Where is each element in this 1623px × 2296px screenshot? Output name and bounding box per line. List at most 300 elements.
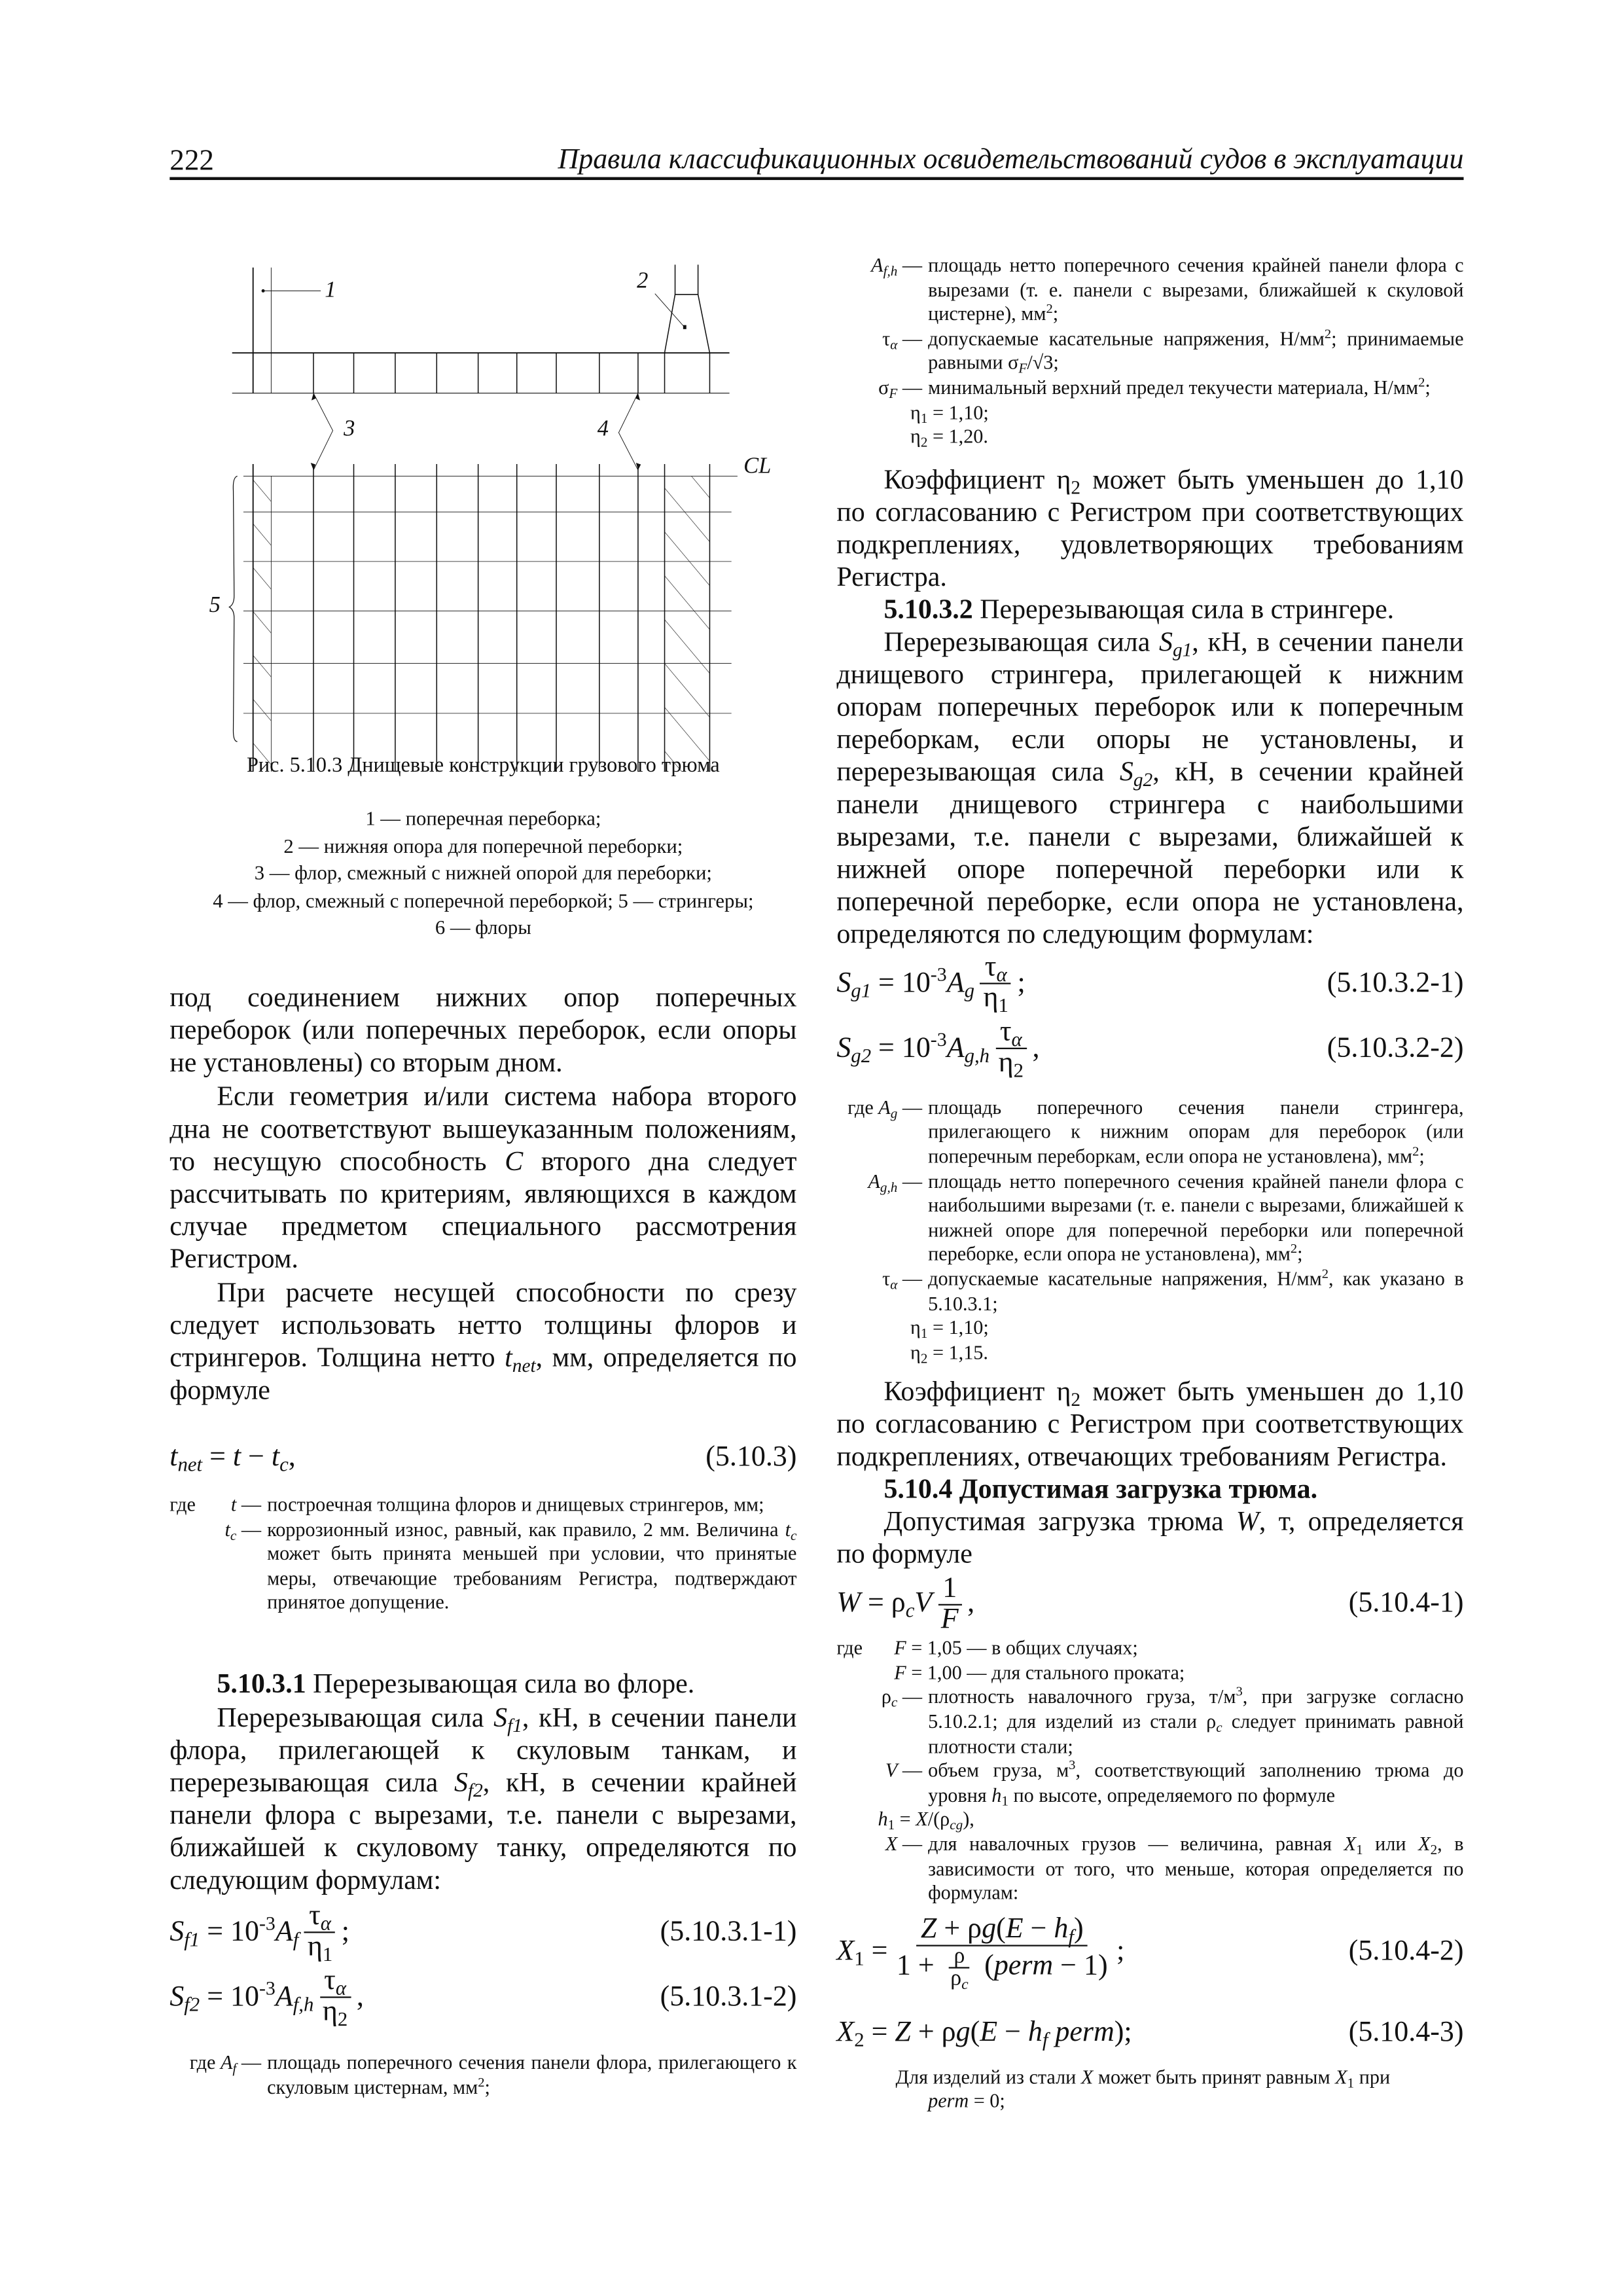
text-run: f,h	[293, 1993, 314, 2016]
definitions-list	[836, 254, 1463, 450]
text-run: допускаемые касательные напряжения, Н/мм	[928, 327, 1325, 350]
text-run: , как указано в 5.10.3.1;	[928, 1267, 1464, 1314]
text-run: при	[1354, 2065, 1391, 2088]
text-run: Коэффициент η	[883, 464, 1071, 495]
text-run: —	[897, 1833, 923, 1856]
denominator-part	[897, 1950, 935, 1981]
formula-expression	[169, 1442, 295, 1475]
paragraph	[836, 1507, 1463, 1572]
definition-term	[836, 1267, 928, 1316]
text-run: —	[236, 1493, 262, 1516]
text-run: = 10	[200, 1981, 259, 2013]
text-run: f1	[184, 1928, 200, 1951]
text-run: следует принимать равной плотности стали;	[928, 1710, 1464, 1757]
text-run: c	[905, 1600, 915, 1622]
fraction-numerator	[980, 954, 1011, 984]
text-run: g,h	[880, 1180, 898, 1196]
text-run: Для изделий из стали	[895, 2065, 1081, 2088]
text-run: ;	[1052, 302, 1059, 325]
text-run: ρ	[950, 1966, 962, 1990]
fraction-numerator	[995, 1018, 1026, 1049]
formula-5-10-4-2	[836, 1912, 1463, 1992]
definition-row	[836, 1759, 1463, 1808]
text-run: c	[230, 1529, 237, 1544]
text-run: 2	[1071, 475, 1081, 498]
text-run: A	[946, 967, 965, 999]
text-run: g,h	[964, 1044, 990, 1067]
text-run: Z	[895, 2017, 911, 2048]
text-run: g1	[1172, 637, 1192, 660]
definition-text	[928, 327, 1463, 376]
paragraph	[836, 1377, 1463, 1475]
definition-value	[836, 1661, 1463, 1685]
fraction-denominator	[303, 1934, 337, 1964]
text-run: f	[1042, 2028, 1048, 2051]
text-run: площадь нетто поперечного сечения крайней панели флора с наибольшими вырезами (т. е. панели с вырезами, ближайшей к нижней опоре для поперечной переборки или поперечной переборке, если опора не установлена), мм	[928, 1169, 1464, 1265]
text-run: X	[1335, 2065, 1347, 2088]
formula-5-10-3-1-2	[169, 1965, 796, 2030]
text-run: f2	[184, 1993, 200, 2016]
text-run: A	[946, 1032, 965, 1064]
text-run: площадь нетто поперечного сечения крайней панели флора с вырезами (т. е. панели с вырезами, ближайшей к скуловой цистерне), мм	[928, 253, 1464, 325]
text-run: α	[320, 1912, 331, 1935]
formula-number: (5.10.4-2)	[1348, 1935, 1464, 1967]
text-run: , в зависимости от того, что меньше, которая определяется по формулам:	[928, 1833, 1464, 1904]
text-run: , кН, в сечении крайней панели флора с вырезами, т.е. панели с вырезами, ближайшей к скуловому танку, определяются по следующим формулам:	[169, 1767, 797, 1897]
text-run: ),	[963, 1808, 974, 1831]
text-run: 2	[920, 1352, 928, 1367]
label-2: 2	[637, 267, 649, 293]
definition-text	[267, 2051, 796, 2100]
definition-term	[169, 2051, 267, 2100]
legend-item: 2 — нижняя опора для поперечной переборки;	[283, 834, 683, 857]
text-run: 1	[920, 1327, 928, 1343]
text-run: t	[224, 1518, 230, 1540]
definition-value	[836, 401, 1463, 425]
inner-fraction-numerator	[950, 1946, 969, 1968]
text-run: F	[1018, 363, 1027, 378]
text-run: t	[232, 1441, 241, 1473]
definition-row	[836, 1096, 1463, 1170]
text-run: V	[914, 1588, 933, 1619]
text-run: X	[916, 1808, 928, 1831]
text-run: = 1,10;	[927, 1316, 989, 1339]
definitions-list	[169, 2051, 796, 2100]
text-run: Если геометрия и/или система набора второго дна не соответствуют вышеуказанным положениям, то несущую способность	[169, 1081, 797, 1178]
formula-5-10-3	[169, 1426, 796, 1490]
text-run: , кН, в сечении панели днищевого стрингера, прилегающей к нижним опорам поперечных переборок или к поперечным переборкам, если опоры не установлены, и перерезывающая сила	[836, 626, 1464, 788]
definition-text	[267, 1494, 796, 1518]
text-run: F	[894, 1636, 906, 1659]
text-run: 1	[854, 1947, 865, 1969]
text-run: S	[169, 1916, 185, 1948]
text-run: коррозионный износ, равный, как правило, 2 мм. Величина	[267, 1518, 785, 1540]
text-run: A	[275, 1981, 293, 2013]
text-run: X	[1080, 2065, 1094, 2088]
text-run: , т, определяется по формуле	[836, 1507, 1464, 1571]
text-run: минимальный верхний предел текучести материала, Н/мм	[928, 376, 1419, 399]
definition-row	[169, 2051, 796, 2100]
text-run: t	[785, 1518, 791, 1540]
formula-5-10-3-1-1	[169, 1901, 796, 1965]
text-run: τ	[324, 1966, 336, 1998]
text-run: 2	[1324, 325, 1332, 341]
figure-legend	[169, 806, 796, 943]
text-run: c	[961, 1977, 969, 1994]
text-run: );	[1114, 2017, 1132, 2048]
text-run: η	[307, 1932, 323, 1964]
text-run: t	[271, 1441, 280, 1473]
text-run: = 0;	[969, 2090, 1005, 2113]
text-run: = 1,20.	[927, 425, 988, 448]
figure-bottom-structure-diagram	[170, 249, 798, 772]
text-run: , кН, в сечении крайней панели днищевого стрингера с наибольшими вырезами, т.е. панели с вырезами, ближайшей к нижней опоре поперечной переборки или к поперечной переборке, если опора не установлена, определяются по следующим формулам:	[836, 757, 1464, 950]
text-run: под соединением нижних опор поперечных переборок (или поперечных переборок, если опоры не установлены) со вторым дном.	[169, 982, 797, 1079]
text-run: 5.10.3.2	[883, 594, 973, 626]
text-run: ;	[1297, 1243, 1303, 1265]
top-band	[232, 264, 730, 392]
note-text	[836, 2090, 1463, 2114]
text-run: A	[275, 1916, 293, 1948]
text-run: Перерезывающая сила	[883, 626, 1159, 658]
text-run	[1048, 2017, 1055, 2048]
text-run: h	[1027, 2017, 1043, 2048]
note	[836, 2066, 1463, 2115]
text-run: 3	[1069, 1757, 1076, 1773]
text-run: 2	[1418, 374, 1425, 390]
label-1: 1	[325, 276, 337, 302]
text-run: 2	[1046, 301, 1053, 316]
text-run: S	[493, 1702, 508, 1734]
text-run: —	[897, 1685, 923, 1708]
text-run: X	[885, 1833, 898, 1856]
text-run: ;	[484, 2075, 490, 2098]
definition-term	[836, 1759, 928, 1808]
text-run: ρ	[954, 1945, 965, 1969]
text-run: F	[940, 1604, 959, 1635]
brace-stringers	[230, 475, 238, 740]
text-run: h	[991, 1784, 1002, 1806]
text-run: =	[864, 1935, 888, 1967]
text-run: При расчете несущей способности по срезу следует использовать нетто толщины флоров и стрингеров. Толщина нетто	[169, 1278, 797, 1374]
text-run: /(ρ	[927, 1808, 950, 1831]
text-run: net	[177, 1453, 203, 1476]
legend-item: 1 — поперечная переборка;	[365, 807, 601, 830]
text-run: 2	[478, 2073, 485, 2089]
text-run: =	[895, 1808, 916, 1831]
text-run: 2	[1430, 1844, 1438, 1859]
text-run: Коэффициент η	[883, 1377, 1071, 1408]
text-run: g2	[851, 1044, 872, 1067]
text-run: perm	[993, 1950, 1054, 1982]
definitions-list	[836, 1637, 1463, 1907]
text-run: E	[980, 2017, 998, 2048]
denominator-part	[984, 1950, 1107, 1981]
text-run: = 1,00 — для стального проката;	[906, 1661, 1185, 1684]
text-run: f,h	[883, 264, 898, 280]
text-run: X	[836, 1935, 855, 1967]
text-run: может быть принят равным	[1093, 2065, 1336, 2088]
formula-number: (5.10.4-1)	[1348, 1588, 1464, 1619]
fraction-denominator	[979, 983, 1013, 1017]
formula-number: (5.10.3.2-1)	[1327, 967, 1464, 999]
text-run: Перерезывающая сила во флоре.	[306, 1668, 695, 1700]
definition-row	[836, 1686, 1463, 1759]
formula-punct: ;	[341, 1916, 349, 1948]
definition-term	[836, 376, 928, 401]
text-run: f	[1068, 1925, 1074, 1948]
text-run: t	[505, 1342, 512, 1374]
text-run: α	[1011, 1028, 1022, 1051]
text-run: )	[1073, 1913, 1084, 1945]
text-run: Перерезывающая сила	[217, 1702, 494, 1734]
text-run: W	[836, 1588, 861, 1619]
text-run: h	[1054, 1913, 1069, 1945]
text-run: 2	[1321, 1266, 1329, 1281]
formula-punct: ;	[1116, 1935, 1125, 1967]
fraction-denominator	[994, 1048, 1028, 1082]
text-run: A	[868, 1169, 880, 1192]
text-run: площадь поперечного сечения панели флора, прилегающего к скуловым цистернам, мм	[267, 2051, 797, 2098]
definition-term	[836, 1686, 928, 1759]
text-run: (	[970, 2017, 980, 2048]
text-run: η	[910, 425, 921, 448]
text-run: A	[878, 1096, 891, 1119]
text-run: = 1,05 — в общих случаях;	[906, 1636, 1138, 1659]
note-text	[836, 2066, 1463, 2090]
text-run: по высоте, определяемого по формуле	[1008, 1784, 1335, 1806]
text-run: /√3;	[1027, 351, 1059, 374]
section-heading-5-10-4	[836, 1475, 1463, 1507]
text-run: площадь поперечного сечения панели стрингера, прилегающего к нижним опорам для переборок (или поперечным переборкам, если опора не установлена), мм	[928, 1096, 1464, 1168]
text-run: = 10	[200, 1916, 259, 1948]
text-run: cg	[950, 1820, 963, 1835]
hatched-strip-left	[253, 475, 272, 772]
text-run: = 10	[871, 967, 931, 999]
definition-row	[836, 327, 1463, 376]
text-run: −	[997, 2017, 1028, 2048]
legend-item: 6 — флоры	[435, 916, 531, 939]
text-run: 2	[1290, 1241, 1298, 1257]
text-run: может быть принята меньшей при условии, что принятые меры, отвечающие требованиям Регистра, подтверждают принятое допущение.	[267, 1542, 797, 1614]
text-run: где	[847, 1096, 879, 1119]
text-run: 3	[1236, 1684, 1243, 1700]
paragraph	[836, 465, 1463, 594]
text-run: g	[955, 2017, 971, 2048]
text-run: плотность навалочного груза, т/м	[928, 1685, 1236, 1708]
fraction-numerator	[916, 1915, 1088, 1946]
fraction-denominator	[936, 1605, 963, 1634]
formula-5-10-4-3	[836, 2001, 1463, 2066]
definition-value	[836, 1808, 1463, 1833]
text-run: S	[1119, 757, 1133, 788]
text-run: f	[232, 2062, 237, 2077]
left-column	[169, 983, 796, 2100]
text-run: α	[996, 963, 1007, 986]
text-run: S	[169, 1981, 185, 2013]
text-run: η	[322, 1997, 338, 2028]
text-run: 1	[322, 1943, 333, 1966]
text-run: 2	[920, 436, 928, 452]
text-run: X	[1344, 1833, 1357, 1856]
text-run: E	[1005, 1913, 1024, 1945]
text-run: = 1,10;	[927, 401, 989, 423]
fraction-denominator	[318, 1997, 352, 2031]
text-run: + ρ	[910, 2017, 956, 2048]
text-run: или	[1363, 1833, 1419, 1856]
inner-fraction-denominator	[946, 1966, 972, 1994]
text-run: α	[890, 338, 898, 353]
fraction-numerator	[304, 1903, 335, 1933]
text-run: η	[983, 983, 999, 1014]
where-label: где	[169, 1493, 196, 1516]
text-run: , кН, в сечении панели флора, прилегающей к скуловым танкам, и перерезывающая сила	[169, 1702, 797, 1799]
text-run: −	[241, 1441, 272, 1473]
definition-term	[836, 1170, 928, 1268]
definition-text	[267, 1518, 796, 1616]
text-run: —	[897, 327, 923, 350]
text-run: ρ	[881, 1685, 891, 1708]
text-run: , при загрузке согласно 5.10.2.1; для изделий из стали ρ	[928, 1685, 1464, 1732]
text-run: f2	[467, 1779, 483, 1801]
text-run: τ	[882, 1267, 891, 1290]
text-run: -3	[930, 963, 947, 985]
right-column	[836, 254, 1463, 2115]
definition-term	[169, 1518, 267, 1616]
text-run: для навалочных грузов — величина, равная	[928, 1833, 1344, 1856]
formula-5-10-3-2-1	[836, 952, 1463, 1016]
text-run: второго дна следует рассчитывать по критериям, являющихся в каждом случае предметом специального рассмотрения Регистром.	[169, 1146, 797, 1275]
text-run: —	[897, 1096, 923, 1119]
text-run: (	[996, 1913, 1006, 1945]
text-run: 1	[942, 1572, 957, 1604]
text-run: , соответствующий заполнению трюма до уровня	[928, 1759, 1464, 1806]
definition-row	[836, 376, 1463, 401]
formula-punct: ,	[967, 1588, 975, 1619]
text-run: η	[910, 401, 921, 423]
formula-5-10-3-2-2	[836, 1016, 1463, 1081]
formula-lhs	[836, 1588, 932, 1621]
definition-row	[169, 1494, 796, 1518]
definitions-list	[836, 1096, 1463, 1366]
text-run: 2	[1071, 1388, 1081, 1411]
text-run: V	[885, 1759, 898, 1782]
text-run: net	[512, 1354, 536, 1376]
definition-row	[836, 254, 1463, 327]
text-run: τ	[309, 1901, 321, 1933]
text-run: объем груза, м	[928, 1759, 1069, 1782]
formula-expression	[836, 2017, 1132, 2050]
text-run: c	[1216, 1721, 1222, 1736]
text-run: ,	[288, 1441, 296, 1473]
text-run: (	[984, 1950, 994, 1982]
label-3: 3	[344, 415, 356, 440]
text-run: —	[236, 1518, 262, 1540]
text-run: может быть уменьшен до 1,10 по согласованию с Регистром при соответствующих подкреплениях, удовлетворяющих требованиям Регистра.	[836, 464, 1464, 593]
text-run: =	[864, 2017, 895, 2048]
text-run: S	[836, 967, 851, 999]
text-run: c	[791, 1529, 797, 1544]
text-run: η	[910, 1340, 921, 1363]
text-run: —	[897, 253, 923, 276]
text-run: 1	[920, 412, 928, 427]
formula-number: (5.10.3.2-2)	[1327, 1032, 1464, 1064]
text-run: h	[878, 1808, 888, 1831]
paragraph	[169, 1082, 796, 1277]
definition-term	[836, 1833, 928, 1906]
text-run: ;	[1419, 1145, 1425, 1168]
text-run: F	[894, 1661, 906, 1684]
text-run: + ρ	[936, 1913, 982, 1945]
text-run: g	[964, 979, 974, 1001]
formula-punct: ;	[1017, 967, 1026, 999]
formula-number: (5.10.4-3)	[1348, 2017, 1464, 2048]
text-run: —	[897, 1267, 923, 1290]
text-run: = 1,15.	[927, 1340, 988, 1363]
definition-value	[836, 425, 1463, 450]
text-run: 2	[337, 2009, 348, 2031]
text-run: F	[889, 387, 898, 403]
text-run: S	[1158, 626, 1173, 658]
text-run: 1	[887, 1820, 895, 1835]
arrowheads	[262, 289, 687, 469]
text-run: , мм, определяется по формуле	[169, 1342, 797, 1407]
fraction-numerator	[938, 1574, 961, 1605]
text-run: построечная толщина флоров и днищевых стрингеров, мм;	[267, 1493, 764, 1516]
text-run: S	[836, 1032, 851, 1064]
text-run: σ	[878, 376, 889, 399]
text-run: —	[236, 2051, 262, 2073]
text-run: t	[169, 1441, 178, 1473]
formula-punct: ,	[1032, 1032, 1040, 1064]
formula-number: (5.10.3.1-1)	[660, 1916, 797, 1948]
text-run: g2	[1133, 768, 1153, 791]
text-run: C	[505, 1146, 524, 1178]
section-heading-5-10-3-1	[169, 1669, 796, 1702]
text-run: A	[220, 2051, 233, 2073]
text-run: g	[890, 1107, 898, 1122]
where-label: где	[836, 1636, 863, 1659]
page-number: 222	[169, 144, 214, 177]
section-heading-5-10-3-2	[836, 594, 1463, 627]
text-run: g	[982, 1913, 997, 1945]
label-4: 4	[597, 415, 609, 440]
definition-text	[928, 1833, 1463, 1906]
text-run: —	[897, 1169, 923, 1192]
text-run: − 1)	[1053, 1950, 1108, 1982]
text-run: Допустимая загрузка трюма	[883, 1507, 1236, 1538]
text-run: W	[1236, 1507, 1259, 1538]
formula-lhs	[836, 963, 974, 1001]
text-run: —	[897, 376, 923, 399]
text-run: f	[293, 1928, 299, 1951]
paragraph	[169, 983, 796, 1081]
fraction-denominator	[892, 1945, 1112, 1994]
paragraph	[169, 1278, 796, 1407]
definition-value	[836, 1341, 1463, 1365]
text-run: 1	[1347, 2077, 1355, 2092]
text-run: A	[871, 253, 883, 276]
text-run: =	[202, 1441, 233, 1473]
text-run: 5.10.4 Допустимая загрузка трюма.	[883, 1474, 1318, 1506]
text-run: α	[890, 1278, 898, 1294]
text-run: c	[279, 1453, 289, 1476]
header-rule	[169, 177, 1463, 181]
text-run: 2	[854, 2028, 865, 2051]
paragraph	[836, 627, 1463, 952]
running-header-title: Правила классификационных освидетельствований судов в эксплуатации	[558, 144, 1464, 176]
text-run: допускаемые касательные напряжения, Н/мм	[928, 1267, 1322, 1290]
